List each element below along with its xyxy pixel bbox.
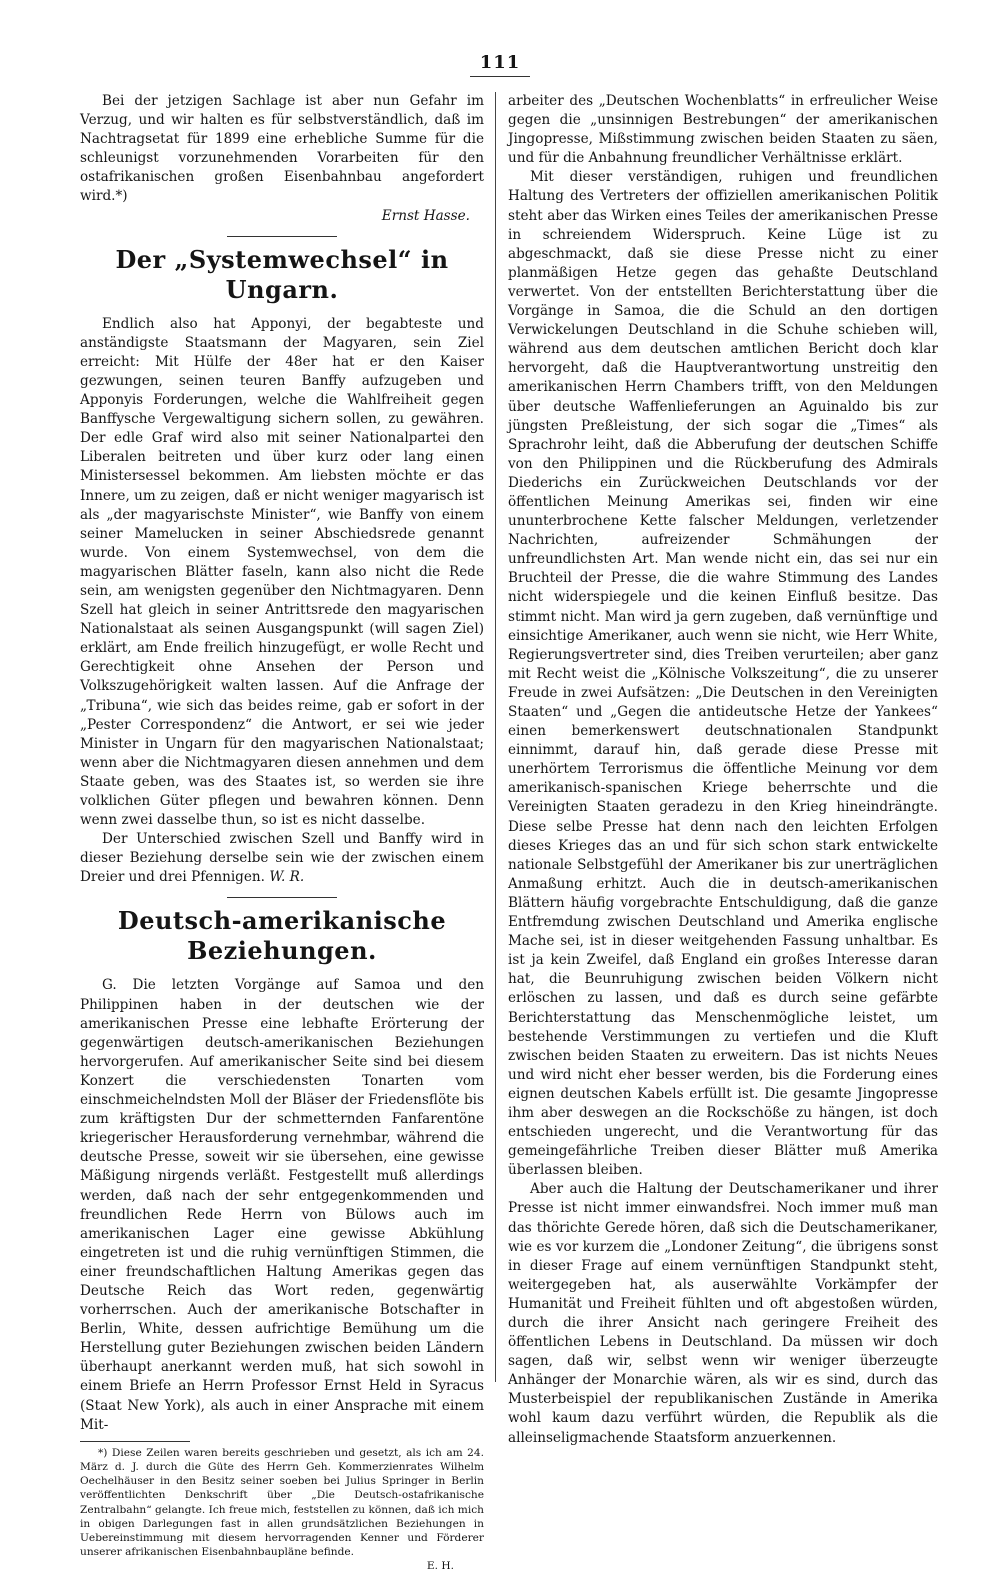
article-2-heading: Deutsch-amerikanische Beziehungen. (117, 906, 447, 966)
section-rule (227, 897, 337, 898)
intro-signature: Ernst Hasse. (381, 207, 470, 224)
section-rule (227, 236, 337, 237)
right-paragraph: Aber auch die Haltung der Deutschamerikaner und ihrer Presse ist nicht immer einwandsfrei. Noch immer muß man das thörichte Gerede hören, daß sich die Deutschamerikaner, wie es vor kurzem die „Londoner Zeitung“, die übrigens sonst in dieser Frage auf einem vernünftigen Standpunkt steht, weitergegeben hat, als auserwählte Vorkämpfer der Humanität und Freiheit fühlten und oft abgestoßen würden, durch die ihrer Ansicht nach geringere Freiheit des öffentlichen Lebens in Deutschland. Da müssen wir doch sagen, daß wir, selbst wenn wir weniger überzeugte Anhänger der Monarchie wären, als wir es sind, durch das Musterbeispiel der republikanischen Zustände in Amerika wohl kaum dazu verführt würden, die Republik als die alleinseligmachende Staatsform anzuerkennen. (508, 1181, 938, 1446)
article-1-byline: W. R. (269, 869, 305, 886)
article-1-paragraph: Endlich also hat Apponyi, der begabteste und anständigste Staatsmann der Magyaren, sein Ziel erreicht: Mit Hülfe der 48er hat er den Kaiser gezwungen, seinen teuren Banffy aufzugeben und Apponyis Forderungen, welche die Wahlfreiheit gegen Banffysche Vergewaltigung sichern sollen, zu gewähren. Der edle Graf wird also mit seiner Nationalpartei den Liberalen beitreten und über kurz oder lang einen Ministersessel bekommen. Am liebsten möchte er das Innere, um zu zeigen, daß er nicht weniger magyarisch ist als „der magyarischste Minister“, wie Banffy von einem seiner Mamelucken in seiner Abschiedsrede genannt wurde. Von einem Systemwechsel, von dem die magyarischen Blätter faseln, kann also nicht die Rede sein, am wenigsten gegenüber den Nichtmagyaren. Denn Szell hat gleich in seiner Antrittsrede den magyarischen Nationalstaat als seinen Ausgangspunkt (will sagen Ziel) erklärt, am Ende freilich hinzugefügt, er wolle Recht und Gerechtigkeit ohne Ansehen der Person und Volkszugehörigkeit walten lassen. Auf die Anfrage der „Tribuna“, wie sich das beides reime, gab er sofort in der „Pester Correspondenz“ die Antwort, er sei wie jeder Minister in Ungarn für den magyarischen Nationalstaat; wenn aber die Nichtmagyaren diesen annehmen und dem Staate geben, was des Staates ist, so werden sie ihre volklichen Güter pflegen und bewahren können. Denn wenn zwei dasselbe thun, so ist es nicht dasselbe. (80, 315, 484, 829)
article-2-paragraph: G. Die letzten Vorgänge auf Samoa und den Philippinen haben in der deutschen wie der amerikanischen Presse eine lebhafte Erörterung der gegenwärtigen deutsch-amerikanischen Beziehungen hervorgerufen. Auf amerikanischer Seite sind bei diesem Konzert die verschiedensten Tonarten vom einschmeichelndsten Moll der Bläser der Friedensflöte bis zum kräftigsten Dur der schmetternden Fanfarentöne kriegerischer Herausforderung vernehmbar, während die deutsche Presse, soweit wir sie übersehen, eine gewisse Mäßigung nirgends verläßt. Festgestellt muß allerdings werden, daß nach der sehr entgegenkommenden und freundlichen Rede Herrn von Bülows auch im amerikanischen Lager eine gewisse Abkühlung eingetreten ist und die ruhig vernünftigen Stimmen, die einer freundschaftlichen Haltung Amerikas gegen das Deutsche Reich das Wort reden, gegenwärtig vorherrschen. Auch der amerikanische Botschafter in Berlin, White, dessen aufrichtige Bemühung um die Herstellung guter Beziehungen zwischen beiden Ländern überhaupt anerkannt werden muß, hat sich sowohl in einem Briefe an Herrn Professor Ernst Held in Syracus (Staat New York), als auch in einer Ansprache mit einem Mit- (80, 977, 484, 1433)
footnote-signature: E. H. (426, 1560, 454, 1573)
page-number: 111 (479, 52, 521, 73)
footnote-text: *) Diese Zeilen waren bereits geschrieben und gesetzt, als ich am 24. März d. J. durch die Güte des Herrn Geh. Kommerzienrates Wilhelm Oechelhäuser in den Besitz seiner soeben bei Julius Springer in Berlin veröffentlichten Denkschrift über „Die Deutsch-ostafrikanische Zentralbahn“ gelangte. Ich freue mich, feststellen zu können, daß ich mich in obigen Darlegungen fast in allen grundsätzlichen Beziehungen in Uebereinstimmung mit diesem hervorragenden Kenner und Förderer unserer afrikanischen Eisenbahnbaupläne befinde. (80, 1446, 484, 1559)
footnote-rule (80, 1441, 190, 1442)
column-divider (495, 92, 496, 1382)
article-1-paragraph-text: Der Unterschied zwischen Szell und Banffy wird in dieser Beziehung derselbe sein wie der zwischen einem Dreier und drei Pfennigen. (80, 831, 484, 886)
intro-paragraph: Bei der jetzigen Sachlage ist aber nun Gefahr im Verzug, und wir halten es für selbstverständlich, daß im Nachtragsetat für 1899 eine erhebliche Summe für die schleunigst vorzunehmenden Vorarbeiten für den ostafrikanischen großen Eisenbahnbau angefordert wird.*) (80, 93, 484, 205)
left-column (80, 92, 484, 1573)
page-number-rule (470, 76, 530, 77)
right-paragraph-continuation: arbeiter des „Deutschen Wochenblatts“ in erfreulicher Weise gegen die „unsinnigen Bestrebungen“ der amerikanischen Jingopresse, Mißstimmung zwischen beiden Staaten zu säen, und für die Anbahnung freundlicher Verhältnisse erklärt. (508, 93, 938, 167)
right-column (508, 92, 938, 1446)
article-1-heading: Der „Systemwechsel“ in Ungarn. (115, 244, 449, 304)
article-1-paragraph (80, 830, 484, 887)
right-paragraph: Mit dieser verständigen, ruhigen und freundlichen Haltung des Vertreters der offiziellen amerikanischen Politik steht aber das Wirken eines Teiles der amerikanischen Presse in schreiendem Widerspruch. Keine Lüge ist zu abgeschmackt, daß sie diese Presse nicht zu einer planmäßigen Hetze gegen das gehaßte Deutschland verwertet. Von der entstellten Berichterstattung über die Vorgänge in Samoa, die die Schuld an den dortigen Verwickelungen Deutschland in die Schuhe schieben will, während aus dem deutschen amtlichen Bericht doch klar hervorgeht, daß die Hauptverantwortung unstreitig den amerikanischen Herrn Chambers trifft, von den Meldungen über deutsche Waffenlieferungen an Aguinaldo bis zur jüngsten Preßleistung, der sich sogar die „Times“ als Sprachrohr leiht, daß die Abberufung der deutschen Schiffe von den Philippinen und die Rückberufung des Admirals Diederichs ein Zurückweichen Deutschlands vor der öffentlichen Meinung Amerikas sei, finden wir eine ununterbrochene Kette falscher Meldungen, verletzender Nachrichten, aufreizender Schmähungen der unfreundlichsten Art. Man wende nicht ein, das sei nur ein Bruchteil der Presse, die die wahre Stimmung des Landes nicht widerspiegele und die keinen Einfluß besitze. Das stimmt nicht. Man wird ja gern zugeben, daß vernünftige und einsichtige Amerikaner, auch wenn sie nicht, wie Herr White, Regierungsvertreter sind, dies Treiben verurteilen; aber ganz mit Recht weist die „Kölnische Volkszeitung“, die zu unserer Freude in zwei Aufsätzen: „Die Deutschen in den Vereinigten Staaten“ und „Gegen die antideutsche Hetze der Yankees“ einen bemerkenswert deutschnationalen Standpunkt einnimmt, darauf hin, daß gerade diese Presse mit unerhörtem Terrorismus die öffentliche Meinung vor dem amerikanisch-spanischen Kriege beherrschte und die Vereinigten Staaten geradezu in den Krieg hineindrängte. Diese selbe Presse hat denn nach den leichten Erfolgen dieses Krieges das an und für sich schon stark entwickelte nationale Selbstgefühl der Amerikaner bis zur unerträglichen Anmaßung erhitzt. Auch die in deutsch-amerikanischen Blättern häufig vorgebrachte Entschuldigung, daß die ganze Entfremdung zwischen Deutschland und Amerika englische Mache sei, ist in dieser weitgehenden Fassung unhaltbar. Es ist ja kein Zweifel, daß England ein großes Interesse daran hat, die Beunruhigung zwischen beiden Völkern nicht erlöschen zu lassen, und daß es durch seine gefärbte Berichterstattung das Menschenmögliche leistet, um bestehende Verstimmungen zu vertiefen und die Kluft zwischen beiden Staaten zu erweitern. Das ist nichts Neues und wird nicht eher besser werden, bis die Forderung eines eignen deutschen Kabels erfüllt ist. Die gesamte Jingopresse ihm aber deswegen an die Rockschöße zu hängen, ist doch entschieden ungerecht, und die Verantwortung für das gemeingefährliche Treiben dieser Blätter muß Amerika überlassen bleiben. (508, 169, 938, 1179)
